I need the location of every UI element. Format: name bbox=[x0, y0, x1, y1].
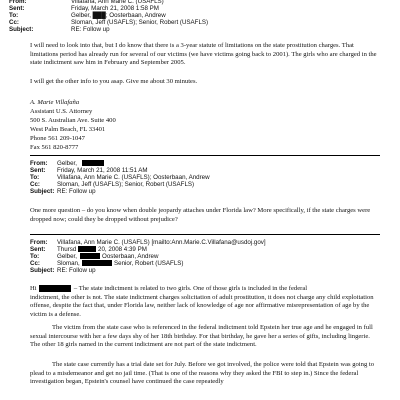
email-3-separator bbox=[30, 234, 380, 235]
cc-label: Cc: bbox=[30, 260, 40, 267]
subject-label: Subject: bbox=[30, 267, 55, 274]
sent-label: Sent: bbox=[30, 167, 46, 174]
cc-value-part-b: Senior, Robert (USAFLS) bbox=[114, 260, 184, 267]
signature-address-line-1: 500 S. Australian Ave. Suite 400 bbox=[30, 117, 116, 124]
from-value: Gelber, bbox=[57, 160, 77, 167]
sent-value-part-a: Thursd bbox=[57, 246, 77, 253]
email-3-body-paragraph-1 bbox=[30, 285, 380, 319]
greeting: Hi bbox=[30, 285, 37, 293]
to-value-part-b: Oosterbaan, Andrew bbox=[102, 253, 159, 260]
cc-value: Sloman, Jeff (USAFLS); Senior, Robert (USAFLS) bbox=[57, 181, 195, 188]
cc-value: Sloman, Jeff (USAFLS); Senior, Robert (USAFLS) bbox=[71, 19, 209, 26]
from-value: Villafana, Ann Marie C. (USAFLS) [mailto:Ann.Marie.C.Villafana@usdoj.gov] bbox=[57, 239, 266, 246]
greeting-line bbox=[30, 285, 380, 294]
cc-value-part-a: Sloman, bbox=[57, 260, 80, 267]
subject-value: RE: Follow up bbox=[57, 188, 96, 195]
signature-phone: Phone 561 209-1047 bbox=[30, 135, 85, 142]
redaction-block bbox=[82, 260, 112, 266]
cc-label: Cc: bbox=[30, 181, 40, 188]
sent-label: Sent: bbox=[9, 5, 25, 12]
from-label: From: bbox=[30, 160, 48, 167]
to-value: Gelber, ███; Oosterbaan, Andrew bbox=[71, 12, 166, 19]
email-1-signature bbox=[30, 98, 230, 152]
redaction-block bbox=[82, 160, 104, 166]
sent-value-part-b: 20, 2008 4:39 PM bbox=[98, 246, 147, 253]
redaction-block bbox=[78, 246, 96, 252]
signature-title: Assistant U.S. Attorney bbox=[30, 108, 93, 115]
from-label: From: bbox=[9, 0, 27, 5]
redaction-block bbox=[80, 253, 100, 259]
sent-label: Sent: bbox=[30, 246, 46, 253]
email-1-body-paragraph-2: I will get the other info to you asap. Give me about 30 minutes. bbox=[30, 78, 198, 85]
sent-value: Friday, March 21, 2008 11:51 AM bbox=[57, 167, 148, 174]
email-1-body-paragraph-1: I will need to look into that, but I do know that there is a 3-year statute of limitations on the state prostitution charges. That limitations period has already run for several of our victims (we have victims going back to 2001). The girls who are charged in the state indictment saw him in February and September 2005. bbox=[30, 42, 377, 66]
subject-value: RE: Follow up bbox=[57, 267, 96, 274]
sent-value: Friday, March 21, 2008 1:58 PM bbox=[71, 5, 159, 12]
subject-label: Subject: bbox=[30, 188, 55, 195]
cc-label: Cc: bbox=[9, 19, 19, 26]
body-rest: indictment, the other is not. The state indictment charges solicitation of adult prostitution, it does not charge any child exploitation offense, despite the fact that, under Florida law, neither lack of knowledge of age nor affirmative misrepresentation of age by the victim is a defense. bbox=[30, 293, 374, 318]
subject-label: Subject: bbox=[9, 26, 34, 33]
subject-value: RE: Follow up bbox=[71, 26, 110, 33]
to-label: To: bbox=[9, 12, 19, 19]
to-label: To: bbox=[30, 253, 40, 260]
signature-fax: Fax 561 820-8777 bbox=[30, 144, 79, 151]
body-first-line: – The state indictment is related to two girls. One of those girls is included in the federal bbox=[73, 285, 308, 293]
email-2-separator bbox=[30, 155, 380, 156]
email-3-body-paragraph-3: The state case currently has a trial date set for July. Before we got involved, the police were told that Epstein was going to plead to a misdemeanor and get no jail time. (That is one of the reasons why they asked the FBI to step in.) Since the federal investigation began, Epstein's counsel have continued the case repeatedly bbox=[30, 361, 375, 385]
from-label: From: bbox=[30, 239, 48, 246]
to-label: To: bbox=[30, 174, 40, 181]
signature-name: A. Marie Villafaña bbox=[30, 99, 80, 106]
to-value: Villafana, Ann Marie C. (USAFLS); Oosterbaan, Andrew bbox=[57, 174, 210, 181]
redaction-block bbox=[39, 285, 71, 292]
from-value: Villafana, Ann Marie C. (USAFLS) bbox=[71, 0, 164, 5]
email-3-body-paragraph-2: The victim from the state case who is referenced in the federal indictment told Epstein her true age and he engaged in full sexual intercourse with her a few days shy of her 18th birthday. For that birthday, he gave her a series of gifts, including lingerie. The other 18 girls named in the current indictment are not part of the state indictment. bbox=[30, 324, 373, 348]
to-value-part-a: Gelber, bbox=[57, 253, 77, 260]
signature-address-line-2: West Palm Beach, FL 33401 bbox=[30, 126, 106, 133]
email-2-body: One more question – do you know when double jeopardy attaches under Florida law? More specifically, if the state charges were dropped now; could they be dropped without prejudice? bbox=[30, 207, 371, 223]
